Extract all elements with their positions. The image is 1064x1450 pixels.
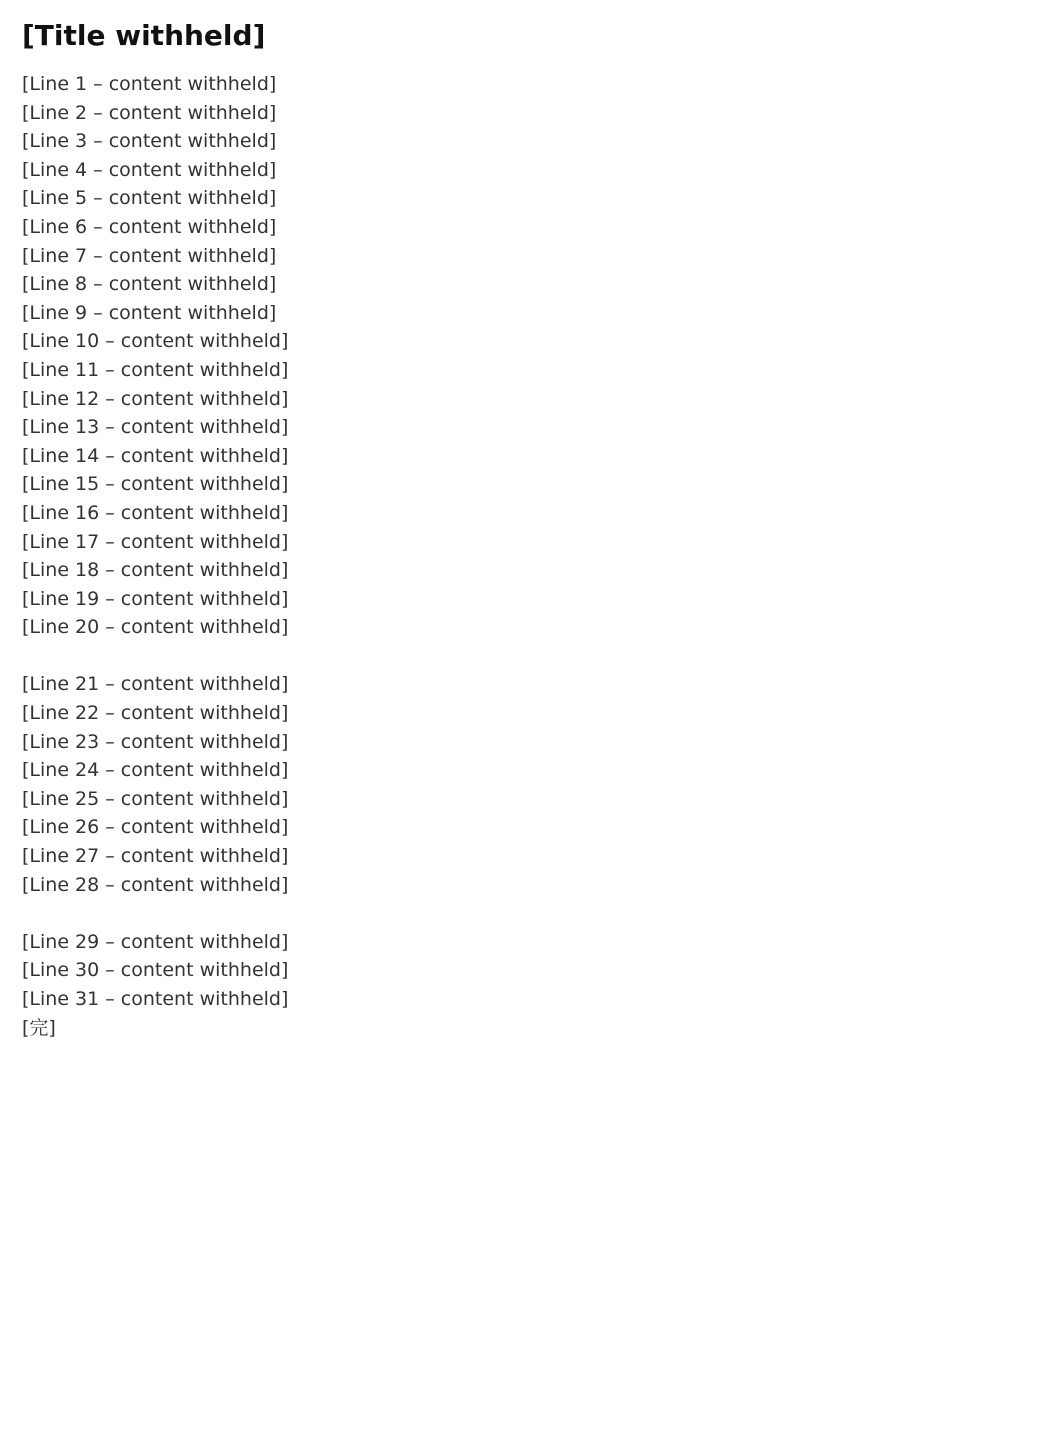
paragraph-line: [Line 30 – content withheld] xyxy=(22,959,289,982)
document-body xyxy=(22,70,1042,1014)
paragraph-line: [Line 11 – content withheld] xyxy=(22,358,289,381)
paragraph-line: [Line 21 – content withheld] xyxy=(22,673,289,696)
paragraph-line: [Line 7 – content withheld] xyxy=(22,244,277,267)
paragraph-line: [Line 17 – content withheld] xyxy=(22,530,289,553)
paragraph-line: [Line 3 – content withheld] xyxy=(22,130,277,153)
paragraph-line: [Line 31 – content withheld] xyxy=(22,988,289,1010)
paragraph-line: [Line 1 – content withheld] xyxy=(22,73,277,95)
paragraph-line: [Line 23 – content withheld] xyxy=(22,730,289,753)
paragraph-line: [Line 24 – content withheld] xyxy=(22,759,289,782)
paragraph-line: [Line 18 – content withheld] xyxy=(22,559,289,582)
document-title: [Title withheld] xyxy=(22,19,266,52)
paragraph-line: [Line 13 – content withheld] xyxy=(22,416,289,439)
blank-line xyxy=(22,899,1042,928)
paragraph-line: [Line 15 – content withheld] xyxy=(22,473,289,496)
paragraph-line: [Line 8 – content withheld] xyxy=(22,273,277,296)
paragraph-line: [Line 26 – content withheld] xyxy=(22,816,289,839)
paragraph-line: [Line 6 – content withheld] xyxy=(22,215,277,238)
paragraph-line: [Line 25 – content withheld] xyxy=(22,787,289,810)
paragraph-line: [Line 12 – content withheld] xyxy=(22,387,289,410)
blank-line xyxy=(22,642,1042,671)
end-marker: [完] xyxy=(22,1016,56,1039)
paragraph-line: [Line 28 – content withheld] xyxy=(22,873,289,896)
paragraph-line: [Line 20 – content withheld] xyxy=(22,616,289,639)
paragraph-line: [Line 4 – content withheld] xyxy=(22,158,277,181)
paragraph-line: [Line 19 – content withheld] xyxy=(22,587,289,610)
paragraph-line: [Line 9 – content withheld] xyxy=(22,301,277,324)
paragraph-line: [Line 29 – content withheld] xyxy=(22,930,289,953)
paragraph-line: [Line 22 – content withheld] xyxy=(22,702,289,725)
paragraph-line: [Line 2 – content withheld] xyxy=(22,101,277,124)
paragraph-line: [Line 10 – content withheld] xyxy=(22,330,289,353)
paragraph-line: [Line 14 – content withheld] xyxy=(22,444,289,467)
paragraph-line: [Line 16 – content withheld] xyxy=(22,501,289,524)
paragraph-line: [Line 5 – content withheld] xyxy=(22,187,277,210)
paragraph-line: [Line 27 – content withheld] xyxy=(22,845,289,868)
